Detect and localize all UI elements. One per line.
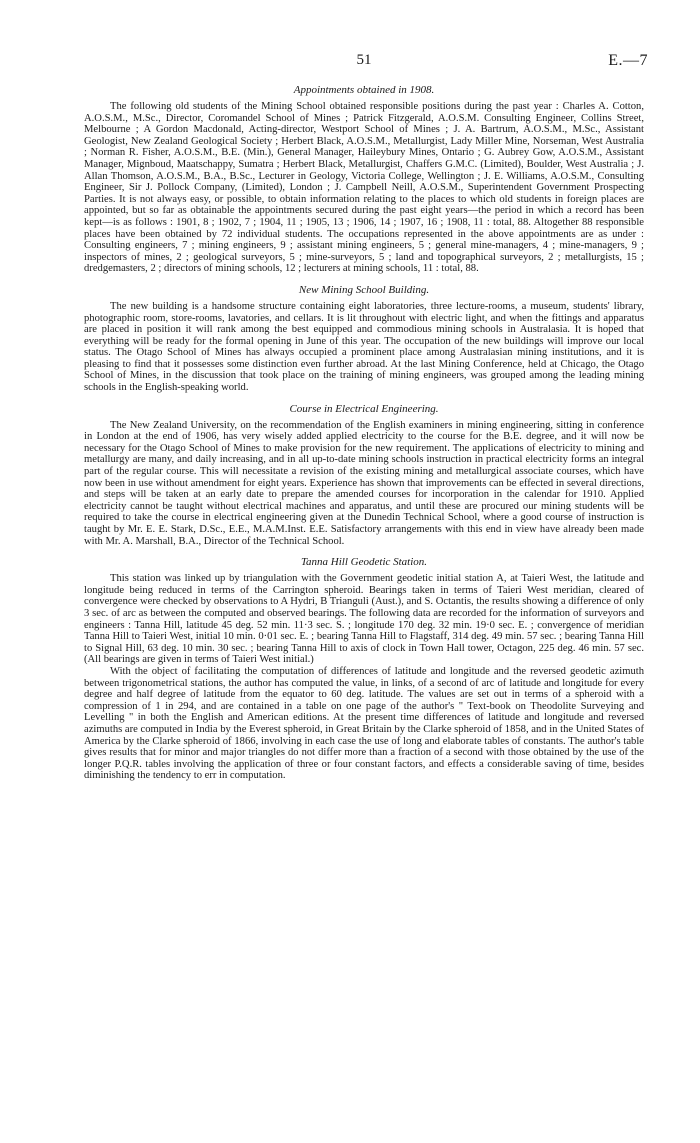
section-title: Course in Electrical Engineering.: [289, 402, 439, 415]
section-geodetic-station: [84, 556, 644, 782]
section-appointments: [84, 84, 644, 275]
section-electrical-engineering: [84, 403, 644, 548]
page-number: 51: [356, 52, 372, 68]
paragraph: The New Zealand University, on the recommendation of the English examiners in mining engineering, sitting in conference in London at the end of 1906, has very wisely added applied electricity to the course for the B.E. degree, and it will now be necessary for the Otago School of Mines to make provision for the new requirement. The applications of electricity to mining and metallurgy are many, and daily increasing, and in all up-to-date mining schools instruction in practical electricity forms an integral part of the regular course. This will necessitate a revision of the existing mining and metallurgical associate courses, which have now been in use without amendment for eight years. Experience has shown that improvements can be effected in several directions, and steps will be taken at an early date to prepare the amended courses for incorporation in the calendar for 1910. Applied electricity cannot be taught without electrical machines and apparatus, and until these are procured our mining students will be required to take the course in electrical engineering given at the Dunedin Technical School, where a good course of instruction is taught by Mr. E. E. Stark, D.Sc., E.E., M.A.M.Inst. E.E. Satisfactory arrangements with this end in view have already been made with Mr. A. Marshall, B.A., Director of the Technical School.: [84, 419, 644, 547]
paragraph: The new building is a handsome structure containing eight laboratories, three lecture-rooms, a museum, students' library, photographic room, store-rooms, lavatories, and cellars. It is lit throughout with electric light, and when the fittings and apparatus are placed in position it will rank among the best equipped and commodious mining schools in Australasia. It is hoped that everything will be ready for the formal opening in June of this year. The occupation of the new buildings will improve our local status. The Otago School of Mines has always occupied a prominent place among Australasian mining institutions, and it is pleasing to find that it possesses some distinction even further abroad. At the last Mining Conference, held at Chicago, the Otago School of Mines, in the discussion that took place on the training of mining engineers, was grouped among the leading mining schools in the English-speaking world.: [84, 300, 644, 394]
section-new-building: [84, 284, 644, 394]
document-page: [84, 52, 648, 782]
paragraph: The following old students of the Mining School obtained responsible positions during the past year : Charles A. Cotton, A.O.S.M., M.Sc., Director, Coromandel School of Mines ; Patrick Fitzgerald, A.O.S.M. Consulting Engineer, Collins Street, Melbourne ; A Gordon Macdonald, Acting-director, Westport School of Mines ; J. A. Bartrum, A.O.S.M., M.Sc., Assistant Geologist, New Zealand Geological Society ; Herbert Black, A.O.S.M., Metallurgist, Lady Miller Mine, Norseman, West Australia ; Norman R. Fisher, A.O.S.M., B.E. (Min.), General Manager, Haileybury Mines, Ontario ; G. Aubrey Gow, A.O.S.M., Assistant Manager, Mignboud, Maatschappy, Sumatra ; Herbert Black, Metallurgist, Chaffers G.M.C. (Limited), Boulder, West Australia ; J. Allan Thomson, A.O.S.M., B.A., B.Sc., Lecturer in Geology, Victoria College, Wellington ; J. E. Williams, A.O.S.M., Consulting Engineer, Sir J. Pollock Company, (Limited), London ; J. Campbell Neill, A.O.S.M., Superintendent Government Prospecting Parties. It is not always easy, or possible, to obtain information relating to the places to which old students in foreign places are appointed, but so far as obtainable the appointments secured during the past eight years—the period in which a record has been kept—is as follows : 1901, 8 ; 1902, 7 ; 1904, 11 ; 1905, 13 ; 1906, 14 ; 1907, 16 ; 1908, 11 : total, 88. Altogether 88 responsible places have been obtained by 72 individual students. The occupations represented in the above appointments are as under : Consulting engineers, 7 ; mining engineers, 9 ; assistant mining engineers, 5 ; general mine-managers, 4 ; mine-managers, 9 ; inspectors of mines, 2 ; geological surveyors, 5 ; mine-surveyors, 5 ; land and topographical surveyors, 2 ; metallurgists, 15 ; dredgemasters, 2 ; directors of mining schools, 12 ; lecturers at mining schools, 11 : total, 88.: [84, 101, 644, 275]
section-title: Appointments obtained in 1908.: [293, 84, 435, 96]
page-reference: E.—7: [608, 52, 648, 69]
paragraph: This station was linked up by triangulation with the Government geodetic initial station A, at Taieri West, the latitude and longitude being reduced in terms of the Carrington spheroid. Bearings taken in terms of Taieri West meridian, cleared of convergence were checked by observations to A Hydri, B Trianguli (Aust.), and S. Octantis, the results showing a difference of only 3 sec. of arc as between the computed and observed bearings. The following data are recorded for the information of surveyors and engineers : Tanna Hill, latitude 45 deg. 52 min. 11·3 sec. S. ; longitude 170 deg. 32 min. 19·0 sec. E. ; convergence of meridian Tanna Hill to Taieri West, initial 10 min. 0·01 sec. E. ; bearing Tanna Hill to Flagstaff, 314 deg. 49 min. 57 sec. ; bearing Tanna Hill to Signal Hill, 63 deg. 10 min. 30 sec. ; bearing Tanna Hill to axis of clock in Town Hall tower, Octagon, 225 deg. 46 min. 57 sec. (All bearings are given in terms of Taieri West initial.): [84, 573, 644, 666]
paragraph: With the object of facilitating the computation of differences of latitude and longitude and the reversed geodetic azimuth between trigonometrical stations, the author has computed the value, in links, of a second of arc of latitude and longitude for every degree and half degree of latitude from the equator to 60 deg. latitude. The values are set out in terms of a spheroid with a compression of 1 in 294, and are contained in a table on one page of the author's " Text-book on Theodolite Surveying and Levelling " in both the English and American editions. At the present time differences of latitude and longitude and reversed azimuths are computed in India by the Everest spheroid, in Great Britain by the Clarke spheroid of 1858, and in the United States of America by the Clarke spheroid of 1866, involving in each case the use of long and elaborate tables of constants. The author's table gives results that for minor and major triangles do not differ more than a fraction of a second with those obtained by the use of the longer P.Q.R. tables involving the application of three or four constant factors, and effects a considerable saving of time, besides diminishing the tendency to err in computation.: [84, 665, 644, 782]
section-title: New Mining School Building.: [298, 283, 430, 296]
section-title: Tanna Hill Geodetic Station.: [300, 556, 428, 569]
page-header: [84, 52, 648, 78]
